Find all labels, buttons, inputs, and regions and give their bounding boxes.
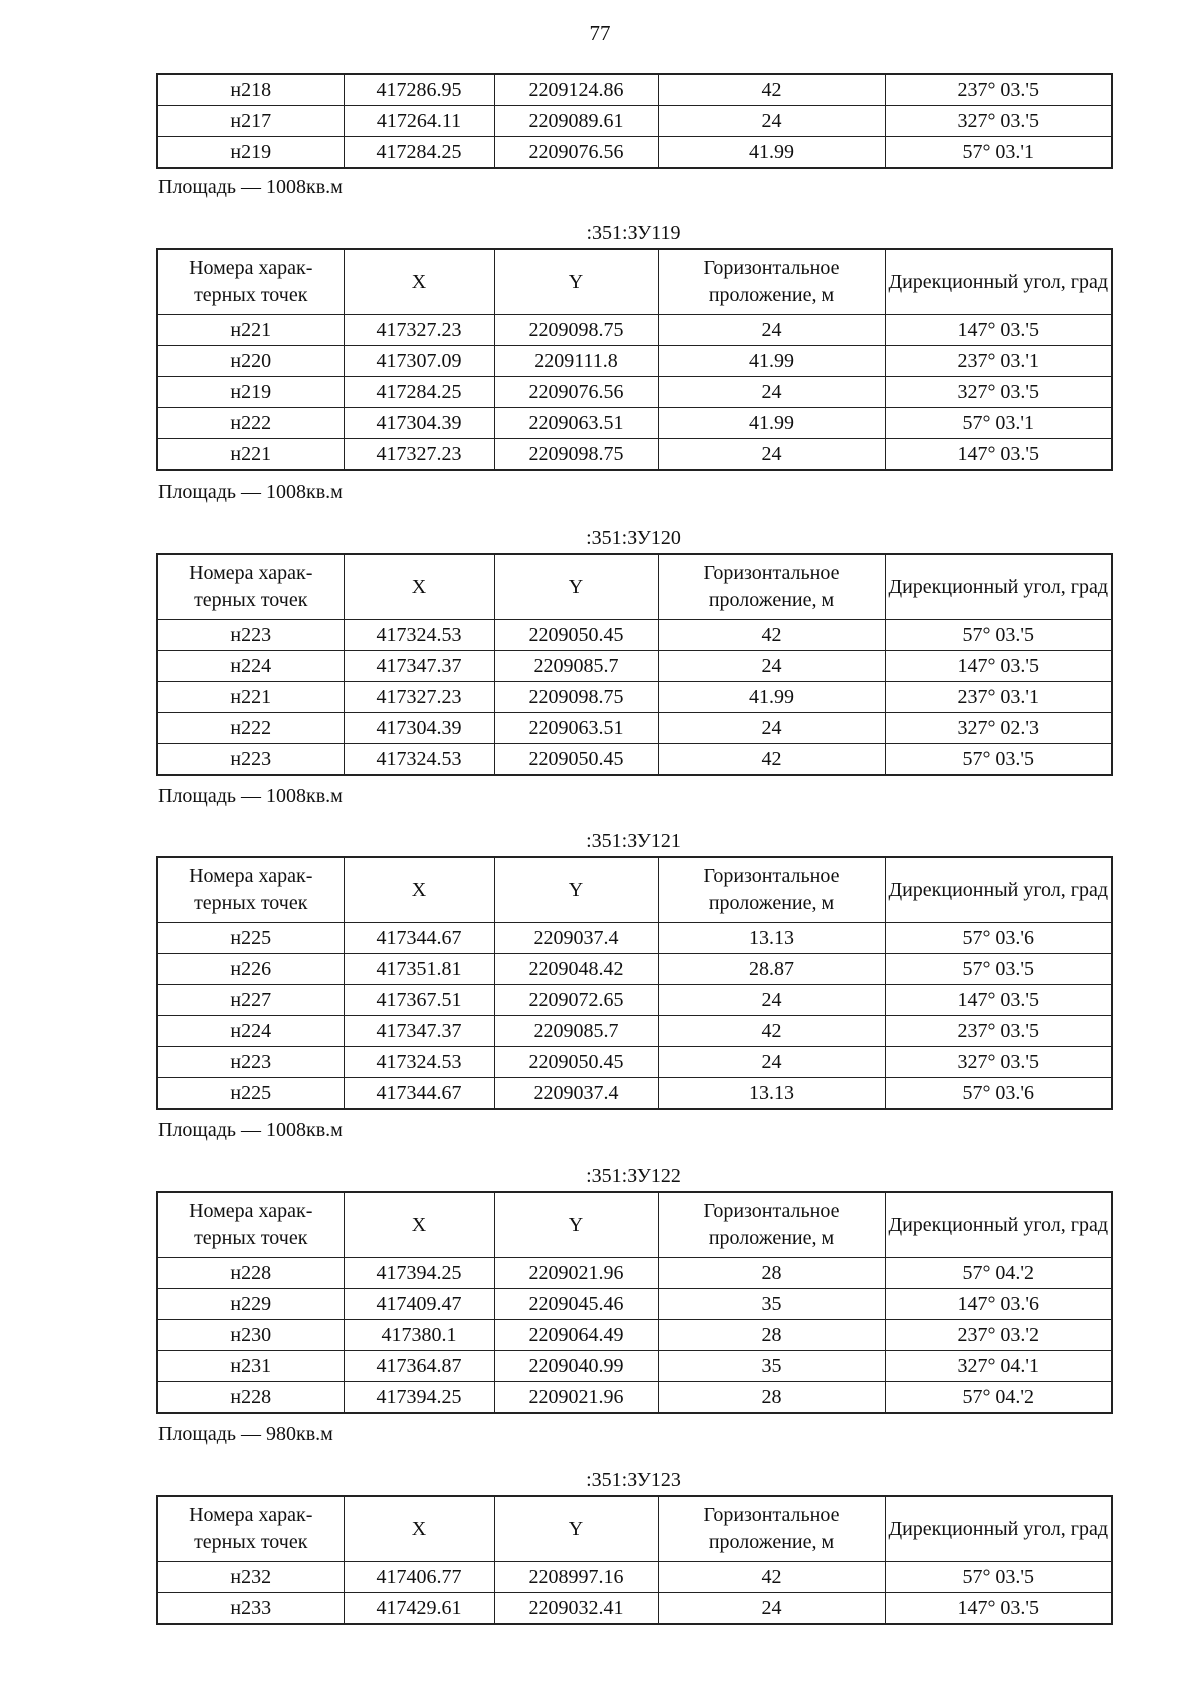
- x-cell: 417284.25: [344, 377, 494, 408]
- horizontal-cell: 24: [658, 985, 885, 1016]
- x-cell: 417394.25: [344, 1382, 494, 1414]
- page-number: 77: [589, 21, 611, 45]
- coordinates-table-zu121: [156, 856, 1113, 1110]
- header-y: Y: [494, 249, 658, 315]
- horizontal-cell: 13.13: [658, 1078, 885, 1110]
- angle-cell: 237° 03.'2: [885, 1320, 1112, 1351]
- y-cell: 2209124.86: [494, 74, 658, 106]
- point-cell: н228: [157, 1258, 344, 1289]
- table-row: [157, 1351, 1112, 1382]
- horizontal-cell: 42: [658, 1016, 885, 1047]
- header-y: Y: [494, 554, 658, 620]
- area-label: Площадь — 1008кв.м: [158, 481, 343, 503]
- angle-cell: 327° 03.'5: [885, 106, 1112, 137]
- point-cell: н233: [157, 1593, 344, 1625]
- point-cell: н221: [157, 315, 344, 346]
- horizontal-cell: 42: [658, 1562, 885, 1593]
- angle-cell: 327° 03.'5: [885, 377, 1112, 408]
- angle-cell: 57° 04.'2: [885, 1258, 1112, 1289]
- horizontal-cell: 13.13: [658, 923, 885, 954]
- angle-cell: 237° 03.'1: [885, 682, 1112, 713]
- table-row: [157, 74, 1112, 106]
- x-cell: 417327.23: [344, 315, 494, 346]
- x-cell: 417327.23: [344, 439, 494, 471]
- x-cell: 417347.37: [344, 651, 494, 682]
- x-cell: 417409.47: [344, 1289, 494, 1320]
- horizontal-cell: 42: [658, 74, 885, 106]
- header-horizontal: Горизонтальное проложение, м: [658, 554, 885, 620]
- y-cell: 2209048.42: [494, 954, 658, 985]
- point-cell: н221: [157, 439, 344, 471]
- angle-cell: 237° 03.'5: [885, 74, 1112, 106]
- table-row: [157, 346, 1112, 377]
- horizontal-cell: 41.99: [658, 137, 885, 169]
- y-cell: 2209064.49: [494, 1320, 658, 1351]
- table-row: [157, 1078, 1112, 1110]
- table-row: [157, 1016, 1112, 1047]
- header-angle: Дирекционный угол, град: [885, 857, 1112, 923]
- table-row: [157, 1047, 1112, 1078]
- x-cell: 417286.95: [344, 74, 494, 106]
- header-horizontal: Горизонтальное проложение, м: [658, 857, 885, 923]
- angle-cell: 327° 02.'3: [885, 713, 1112, 744]
- y-cell: 2209076.56: [494, 377, 658, 408]
- table-row: [157, 408, 1112, 439]
- header-angle: Дирекционный угол, град: [885, 1192, 1112, 1258]
- horizontal-cell: 35: [658, 1351, 885, 1382]
- angle-cell: 57° 04.'2: [885, 1382, 1112, 1414]
- table-row: [157, 1593, 1112, 1625]
- header-point: Номера харак- терных точек: [157, 857, 344, 923]
- y-cell: 2209076.56: [494, 137, 658, 169]
- angle-cell: 147° 03.'5: [885, 651, 1112, 682]
- x-cell: 417351.81: [344, 954, 494, 985]
- table-row: [157, 651, 1112, 682]
- table-row: [157, 713, 1112, 744]
- point-cell: н224: [157, 1016, 344, 1047]
- header-point: Номера харак- терных точек: [157, 1192, 344, 1258]
- horizontal-cell: 28: [658, 1320, 885, 1351]
- x-cell: 417304.39: [344, 408, 494, 439]
- header-horizontal: Горизонтальное проложение, м: [658, 249, 885, 315]
- angle-cell: 57° 03.'5: [885, 744, 1112, 776]
- point-cell: н227: [157, 985, 344, 1016]
- x-cell: 417324.53: [344, 744, 494, 776]
- y-cell: 2209032.41: [494, 1593, 658, 1625]
- point-cell: н222: [157, 408, 344, 439]
- angle-cell: 57° 03.'5: [885, 620, 1112, 651]
- y-cell: 2209050.45: [494, 620, 658, 651]
- header-point: Номера харак- терных точек: [157, 554, 344, 620]
- x-cell: 417307.09: [344, 346, 494, 377]
- angle-cell: 147° 03.'5: [885, 1593, 1112, 1625]
- horizontal-cell: 24: [658, 106, 885, 137]
- header-horizontal: Горизонтальное проложение, м: [658, 1496, 885, 1562]
- horizontal-cell: 24: [658, 713, 885, 744]
- y-cell: 2209045.46: [494, 1289, 658, 1320]
- y-cell: 2209089.61: [494, 106, 658, 137]
- section-title: :351:ЗУ123: [586, 1469, 681, 1491]
- table-header-row: [157, 554, 1112, 620]
- angle-cell: 57° 03.'5: [885, 954, 1112, 985]
- table-header-row: [157, 249, 1112, 315]
- horizontal-cell: 35: [658, 1289, 885, 1320]
- y-cell: 2209050.45: [494, 744, 658, 776]
- point-cell: н221: [157, 682, 344, 713]
- horizontal-cell: 24: [658, 1593, 885, 1625]
- horizontal-cell: 28: [658, 1382, 885, 1414]
- header-y: Y: [494, 857, 658, 923]
- table-row: [157, 954, 1112, 985]
- table-row: [157, 1382, 1112, 1414]
- section-title: :351:ЗУ119: [586, 222, 681, 244]
- y-cell: 2209111.8: [494, 346, 658, 377]
- x-cell: 417284.25: [344, 137, 494, 169]
- header-x: X: [344, 1192, 494, 1258]
- header-y: Y: [494, 1192, 658, 1258]
- x-cell: 417264.11: [344, 106, 494, 137]
- x-cell: 417324.53: [344, 620, 494, 651]
- point-cell: н226: [157, 954, 344, 985]
- angle-cell: 57° 03.'5: [885, 1562, 1112, 1593]
- area-label: Площадь — 1008кв.м: [158, 1119, 343, 1141]
- angle-cell: 327° 03.'5: [885, 1047, 1112, 1078]
- point-cell: н229: [157, 1289, 344, 1320]
- point-cell: н232: [157, 1562, 344, 1593]
- y-cell: 2209050.45: [494, 1047, 658, 1078]
- point-cell: н230: [157, 1320, 344, 1351]
- x-cell: 417344.67: [344, 923, 494, 954]
- table-row: [157, 682, 1112, 713]
- header-x: X: [344, 857, 494, 923]
- y-cell: 2209021.96: [494, 1258, 658, 1289]
- point-cell: н225: [157, 1078, 344, 1110]
- table-header-row: [157, 857, 1112, 923]
- x-cell: 417304.39: [344, 713, 494, 744]
- section-title: :351:ЗУ122: [586, 1165, 681, 1187]
- table-header-row: [157, 1192, 1112, 1258]
- y-cell: 2209098.75: [494, 682, 658, 713]
- angle-cell: 147° 03.'5: [885, 439, 1112, 471]
- angle-cell: 57° 03.'1: [885, 137, 1112, 169]
- header-horizontal: Горизонтальное проложение, м: [658, 1192, 885, 1258]
- point-cell: н228: [157, 1382, 344, 1414]
- table-row: [157, 1562, 1112, 1593]
- table-row: [157, 315, 1112, 346]
- horizontal-cell: 24: [658, 651, 885, 682]
- area-label: Площадь — 1008кв.м: [158, 785, 343, 807]
- table-row: [157, 106, 1112, 137]
- x-cell: 417406.77: [344, 1562, 494, 1593]
- horizontal-cell: 28.87: [658, 954, 885, 985]
- horizontal-cell: 41.99: [658, 408, 885, 439]
- angle-cell: 147° 03.'5: [885, 315, 1112, 346]
- section-title: :351:ЗУ120: [586, 527, 681, 549]
- point-cell: н223: [157, 744, 344, 776]
- angle-cell: 237° 03.'5: [885, 1016, 1112, 1047]
- x-cell: 417429.61: [344, 1593, 494, 1625]
- area-label: Площадь — 1008кв.м: [158, 176, 343, 198]
- y-cell: 2209037.4: [494, 1078, 658, 1110]
- y-cell: 2209098.75: [494, 315, 658, 346]
- header-x: X: [344, 554, 494, 620]
- y-cell: 2209037.4: [494, 923, 658, 954]
- area-label: Площадь — 980кв.м: [158, 1423, 333, 1445]
- angle-cell: 57° 03.'6: [885, 923, 1112, 954]
- horizontal-cell: 24: [658, 1047, 885, 1078]
- header-point: Номера харак- терных точек: [157, 249, 344, 315]
- point-cell: н223: [157, 1047, 344, 1078]
- table-row: [157, 1320, 1112, 1351]
- x-cell: 417364.87: [344, 1351, 494, 1382]
- angle-cell: 147° 03.'6: [885, 1289, 1112, 1320]
- point-cell: н224: [157, 651, 344, 682]
- table-row: [157, 923, 1112, 954]
- horizontal-cell: 24: [658, 315, 885, 346]
- table-row: [157, 985, 1112, 1016]
- point-cell: н219: [157, 137, 344, 169]
- coordinates-table-zu122: [156, 1191, 1113, 1414]
- x-cell: 417344.67: [344, 1078, 494, 1110]
- table-row: [157, 137, 1112, 169]
- table-row: [157, 620, 1112, 651]
- x-cell: 417394.25: [344, 1258, 494, 1289]
- horizontal-cell: 41.99: [658, 346, 885, 377]
- point-cell: н219: [157, 377, 344, 408]
- y-cell: 2209085.7: [494, 1016, 658, 1047]
- horizontal-cell: 41.99: [658, 682, 885, 713]
- y-cell: 2208997.16: [494, 1562, 658, 1593]
- y-cell: 2209072.65: [494, 985, 658, 1016]
- table-row: [157, 1258, 1112, 1289]
- point-cell: н222: [157, 713, 344, 744]
- coordinates-table-zu119: [156, 248, 1113, 471]
- table-row: [157, 1289, 1112, 1320]
- x-cell: 417324.53: [344, 1047, 494, 1078]
- y-cell: 2209040.99: [494, 1351, 658, 1382]
- point-cell: н225: [157, 923, 344, 954]
- horizontal-cell: 24: [658, 377, 885, 408]
- angle-cell: 327° 04.'1: [885, 1351, 1112, 1382]
- table-header-row: [157, 1496, 1112, 1562]
- point-cell: н223: [157, 620, 344, 651]
- y-cell: 2209063.51: [494, 713, 658, 744]
- header-x: X: [344, 249, 494, 315]
- angle-cell: 237° 03.'1: [885, 346, 1112, 377]
- header-angle: Дирекционный угол, град: [885, 554, 1112, 620]
- angle-cell: 147° 03.'5: [885, 985, 1112, 1016]
- x-cell: 417347.37: [344, 1016, 494, 1047]
- header-y: Y: [494, 1496, 658, 1562]
- angle-cell: 57° 03.'1: [885, 408, 1112, 439]
- header-x: X: [344, 1496, 494, 1562]
- y-cell: 2209085.7: [494, 651, 658, 682]
- x-cell: 417367.51: [344, 985, 494, 1016]
- table-row: [157, 744, 1112, 776]
- header-point: Номера харак- терных точек: [157, 1496, 344, 1562]
- coordinates-table-zu120: [156, 553, 1113, 776]
- point-cell: н220: [157, 346, 344, 377]
- coordinates-table-continued: [156, 73, 1113, 169]
- table-row: [157, 439, 1112, 471]
- header-angle: Дирекционный угол, град: [885, 1496, 1112, 1562]
- y-cell: 2209098.75: [494, 439, 658, 471]
- horizontal-cell: 42: [658, 620, 885, 651]
- table-row: [157, 377, 1112, 408]
- y-cell: 2209021.96: [494, 1382, 658, 1414]
- horizontal-cell: 28: [658, 1258, 885, 1289]
- section-title: :351:ЗУ121: [586, 830, 681, 852]
- header-angle: Дирекционный угол, град: [885, 249, 1112, 315]
- point-cell: н217: [157, 106, 344, 137]
- x-cell: 417380.1: [344, 1320, 494, 1351]
- point-cell: н218: [157, 74, 344, 106]
- y-cell: 2209063.51: [494, 408, 658, 439]
- coordinates-table-zu123: [156, 1495, 1113, 1625]
- horizontal-cell: 42: [658, 744, 885, 776]
- x-cell: 417327.23: [344, 682, 494, 713]
- horizontal-cell: 24: [658, 439, 885, 471]
- point-cell: н231: [157, 1351, 344, 1382]
- angle-cell: 57° 03.'6: [885, 1078, 1112, 1110]
